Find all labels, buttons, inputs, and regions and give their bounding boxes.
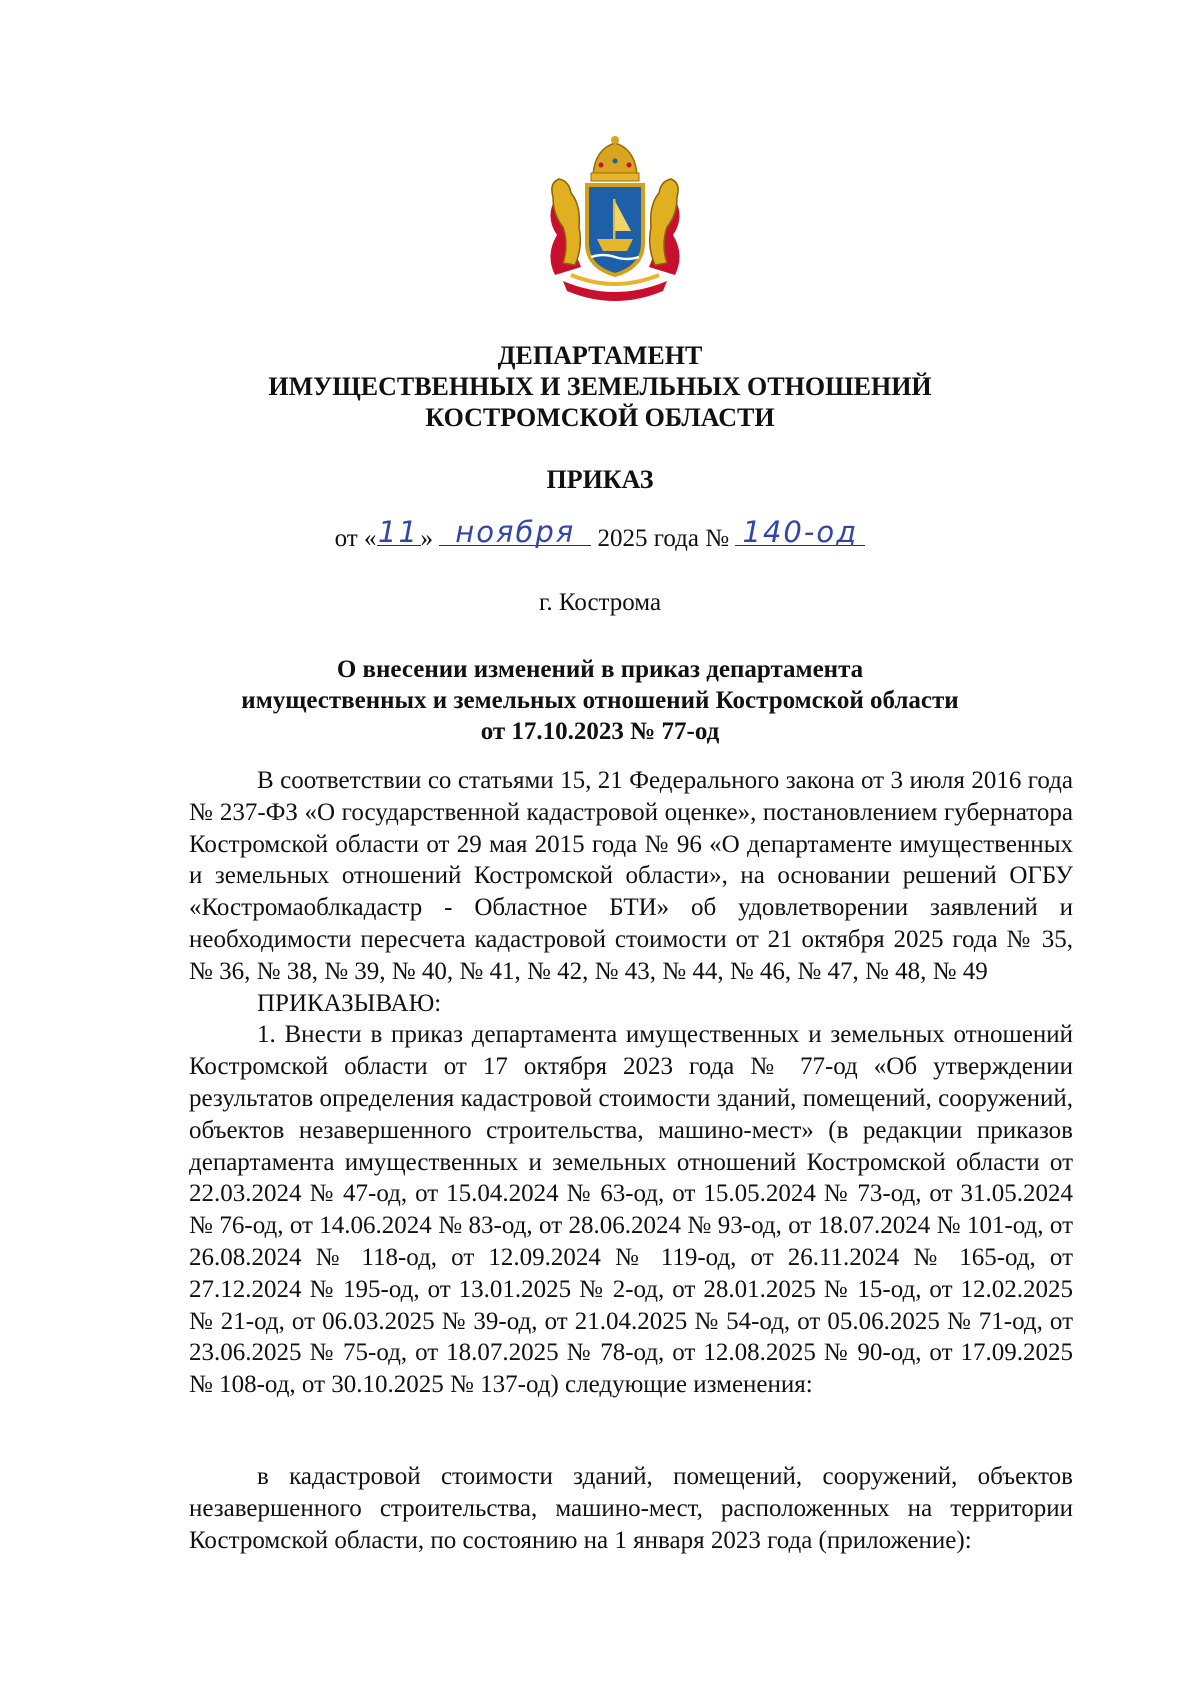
city-name: г. Кострома (538, 589, 662, 616)
document-type-title: ПРИКАЗ (546, 465, 654, 494)
date-month-blank (439, 515, 591, 549)
department-line-3: КОСТРОМСКОЙ ОБЛАСТИ (425, 403, 775, 432)
date-quote-close: » (420, 525, 433, 552)
item-1-subparagraph-block (189, 1461, 1073, 1557)
order-subject (0, 654, 1200, 747)
date-year-text: 2025 года № (597, 525, 730, 552)
department-line-1: ДЕПАРТАМЕНТ (497, 341, 703, 370)
handwritten-day: 11 (378, 515, 419, 549)
preamble-paragraph: В соответствии со статьями 15, 21 Федерального закона от 3 июля 2016 года № 237-ФЗ «О государственной кадастровой оценке», постановлением губернатора Костромской области от 29 мая 2015 года № 96 «О департаменте имущественных и земельных отношений Костромской области», на основании решений ОГБУ «Костромаоблкадастр - Областное БТИ» об удовлетворении заявлений и необходимости пересчета кадастровой стоимости от 21 октября 2025 года № 35, № 36, № 38, № 39, № 40, № 41, № 42, № 43, № 44, № 46, № 47, № 48, № 49 (189, 767, 1073, 985)
handwritten-order-number: 140-од (742, 515, 859, 549)
order-body (189, 765, 1073, 1401)
order-number-blank (735, 515, 865, 549)
order-date-line (0, 517, 1200, 559)
item-1-subparagraph: в кадастровой стоимости зданий, помещений, сооружений, объектов незавершенного строительства, машино-мест, расположенных на территории Костромской области, по состоянию на 1 января 2023 года (приложение): (189, 1463, 1073, 1554)
coat-of-arms-emblem (535, 135, 695, 303)
date-day-blank (377, 515, 421, 549)
item-1-paragraph: 1. Внести в приказ департамента имущественных и земельных отношений Костромской области от 17 октября 2023 года № 77-од «Об утверждении результатов определения кадастровой стоимости зданий, помещений, сооружений, объектов незавершенного строительства, машино-мест» (в редакции приказов департамента имущественных и земельных отношений Костромской области от 22.03.2024 № 47-од, от 15.04.2024 № 63-од, от 15.05.2024 № 73-од, от 31.05.2024 № 76-од, от 14.06.2024 № 83-од, от 28.06.2024 № 93-од, от 18.07.2024 № 101-од, от 26.08.2024 № 118-од, от 12.09.2024 № 119-од, от 26.11.2024 № 165-од, от 27.12.2024 № 195-од, от 13.01.2025 № 2-од, от 28.01.2025 № 15-од, от 12.02.2025 № 21-од, от 06.03.2025 № 39-од, от 21.04.2025 № 54-од, от 05.06.2025 № 71-од, от 23.06.2025 № 75-од, от 18.07.2025 № 78-од, от 12.08.2025 № 90-од, от 17.09.2025 № 108-од, от 30.10.2025 № 137-од) следующие изменения: (189, 1021, 1073, 1399)
handwritten-month: ноября (455, 515, 576, 549)
department-line-2: ИМУЩЕСТВЕННЫХ И ЗЕМЕЛЬНЫХ ОТНОШЕНИЙ (268, 372, 932, 401)
date-prefix: от « (334, 525, 377, 552)
subject-line-2: имущественных и земельных отношений Костромской области (241, 687, 959, 714)
department-name (0, 340, 1200, 433)
subject-line-1: О внесении изменений в приказ департамента (336, 656, 864, 683)
subject-line-3: от 17.10.2023 № 77-од (480, 718, 720, 745)
order-word: ПРИКАЗЫВАЮ: (257, 989, 442, 1017)
